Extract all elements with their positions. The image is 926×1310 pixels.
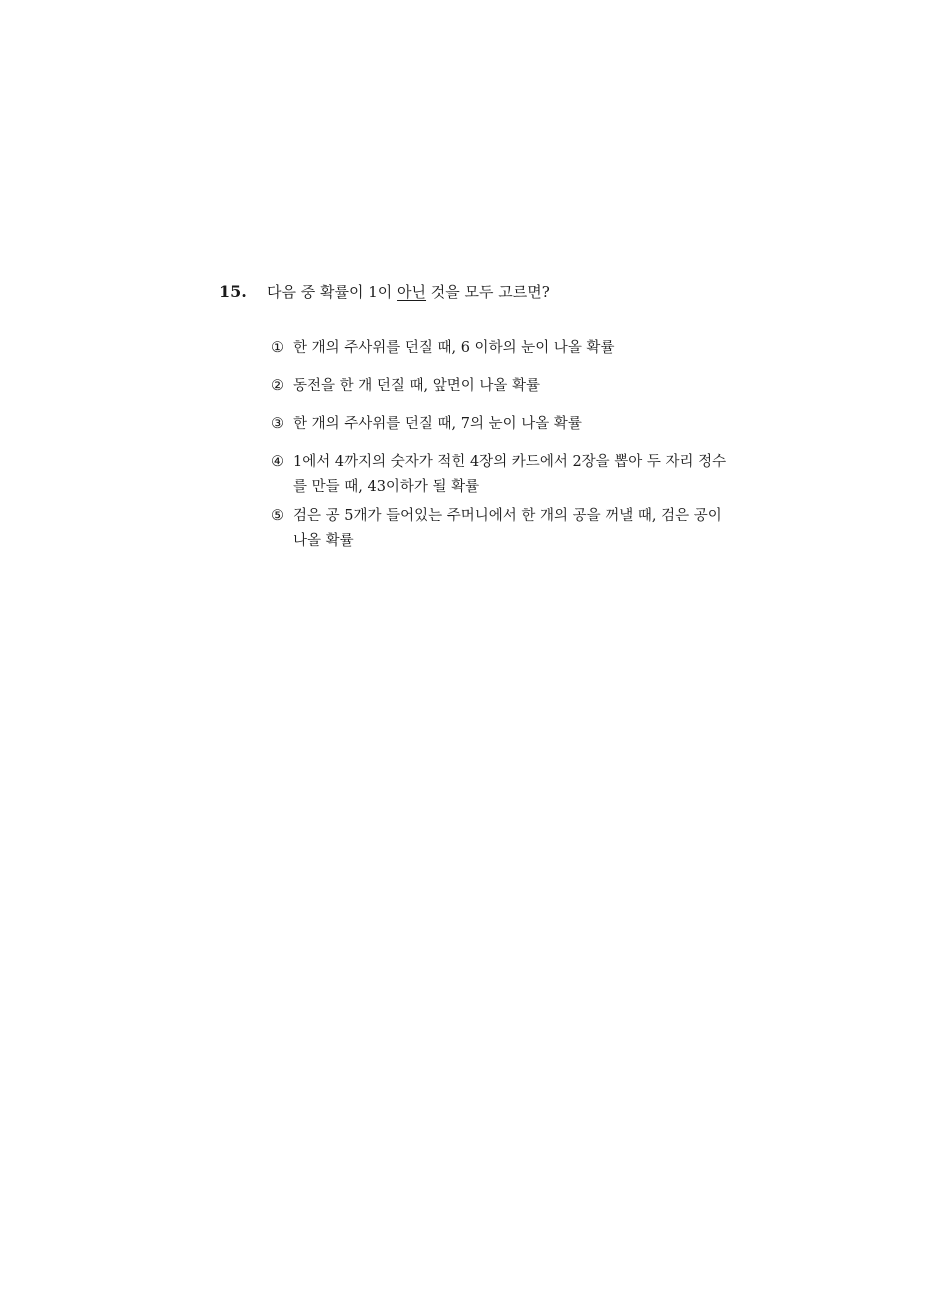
choice-2-text: 동전을 한 개 던질 때, 앞면이 나올 확률 bbox=[293, 378, 540, 394]
question-stem bbox=[267, 280, 550, 304]
stem-text-after: 것을 모두 고르면? bbox=[426, 283, 550, 301]
choice-4-mark: ④ bbox=[271, 454, 284, 470]
choice-1-text: 한 개의 주사위를 던질 때, 6 이하의 눈이 나올 확률 bbox=[293, 340, 615, 356]
stem-underlined-word: 아닌 bbox=[397, 283, 427, 301]
choice-5-mark: ⑤ bbox=[271, 508, 284, 524]
stem-text-before: 다음 중 확률이 1이 bbox=[267, 283, 398, 301]
choice-3[interactable] bbox=[271, 412, 731, 437]
choice-1-mark: ① bbox=[271, 340, 284, 356]
choice-5[interactable] bbox=[271, 504, 731, 554]
choice-2[interactable] bbox=[271, 374, 731, 399]
question-number: 15. bbox=[219, 282, 247, 301]
choice-4[interactable] bbox=[271, 450, 731, 500]
question-header bbox=[219, 280, 779, 304]
answer-choices bbox=[271, 336, 731, 554]
question-15 bbox=[219, 280, 779, 549]
choice-3-text: 한 개의 주사위를 던질 때, 7의 눈이 나올 확률 bbox=[293, 416, 582, 432]
choice-3-mark: ③ bbox=[271, 416, 284, 432]
choice-4-text: 1에서 4까지의 숫자가 적힌 4장의 카드에서 2장을 뽑아 두 자리 정수를 만들 때, 43이하가 될 확률 bbox=[293, 454, 727, 495]
choice-1[interactable] bbox=[271, 336, 731, 361]
choice-2-mark: ② bbox=[271, 378, 284, 394]
choice-5-text: 검은 공 5개가 들어있는 주머니에서 한 개의 공을 꺼낼 때, 검은 공이 나올 확률 bbox=[293, 508, 722, 549]
